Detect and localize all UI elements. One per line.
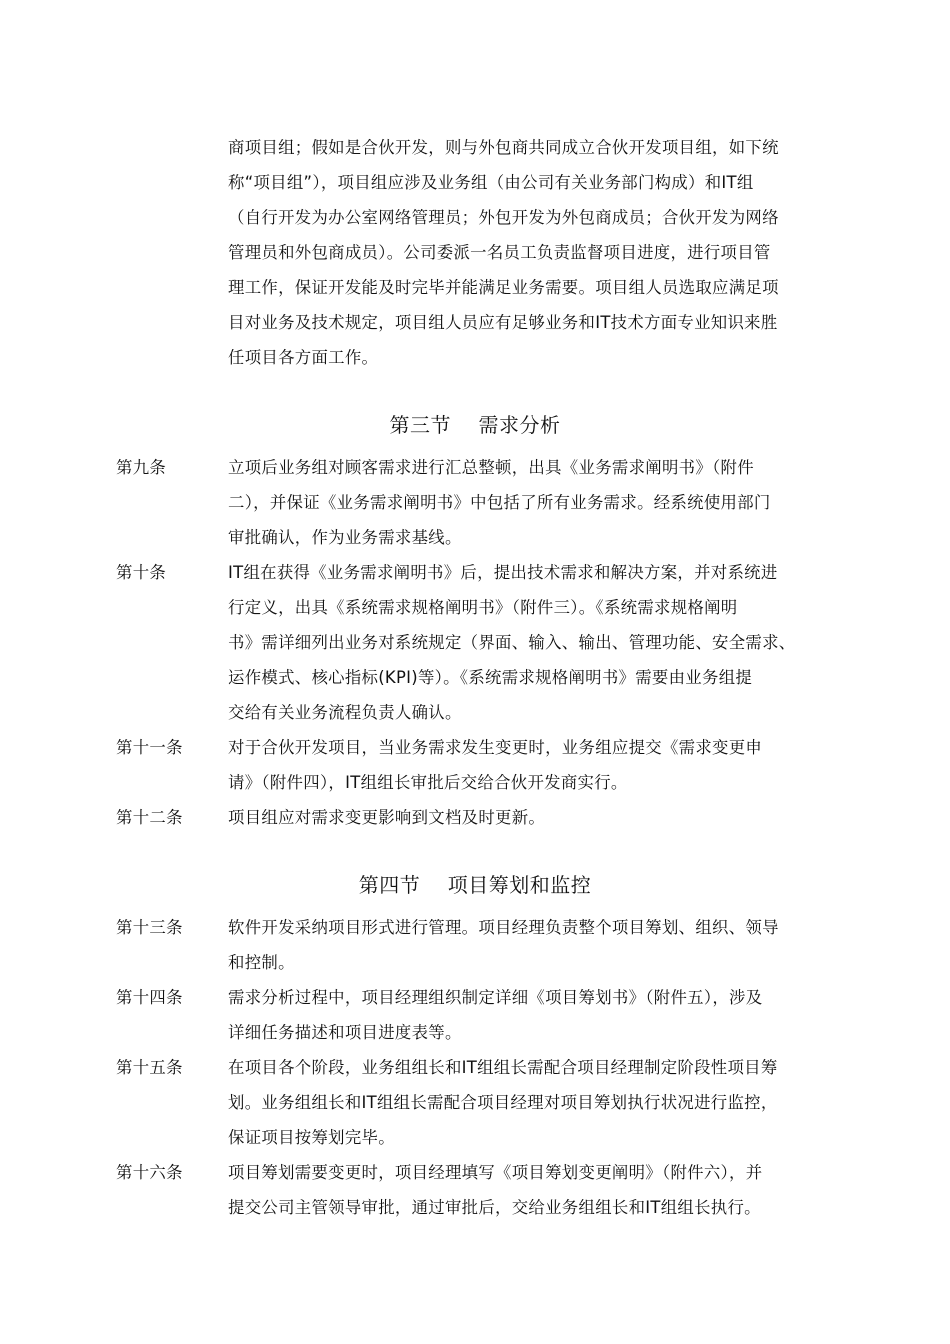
article-number: 第十五条	[116, 1058, 183, 1077]
text-line: 审批确认，作为业务需求基线。	[228, 528, 462, 547]
text-line: 交给有关业务流程负责人确认。	[228, 703, 462, 722]
article-body	[228, 980, 828, 1050]
text-line: 和控制。	[228, 953, 295, 972]
article-body	[228, 555, 828, 730]
section-heading: 第三节 需求分析	[389, 413, 561, 437]
article-number: 第十三条	[116, 918, 183, 937]
text-line: 理工作，保证开发能及时完毕并能满足业务需要。项目组人员选取应满足项	[228, 278, 779, 297]
article-number: 第十一条	[116, 738, 183, 757]
text-line: 对于合伙开发项目，当业务需求发生变更时，业务组应提交《需求变更申	[228, 738, 763, 757]
text-line: 任项目各方面工作。	[228, 348, 379, 367]
text-line: 在项目各个阶段，业务组组长和IT组组长需配合项目经理制定阶段性项目筹	[228, 1058, 778, 1077]
text-line: 目对业务及技术规定，项目组人员应有足够业务和IT技术方面专业知识来胜	[228, 313, 778, 332]
text-line: 项目筹划需要变更时，项目经理填写《项目筹划变更阐明》（附件六），并	[228, 1163, 763, 1182]
article-number: 第十条	[116, 563, 167, 582]
text-line: 书》需详细列出业务对系统规定（界面、输入、输出、管理功能、安全需求、	[228, 633, 796, 652]
text-line: IT组在获得《业务需求阐明书》后，提出技术需求和解决方案，并对系统进	[228, 563, 778, 582]
article-body	[228, 910, 828, 980]
text-line: 行定义，出具《系统需求规格阐明书》（附件三）。《系统需求规格阐明	[228, 598, 738, 617]
text-line: 软件开发采纳项目形式进行管理。项目经理负责整个项目筹划、组织、领导	[228, 918, 779, 937]
article-body	[228, 1050, 828, 1155]
text-line: 划。业务组组长和IT组组长需配合项目经理对项目筹划执行状况进行监控，	[228, 1093, 778, 1112]
article-number: 第九条	[116, 458, 167, 477]
text-line: 立项后业务组对顾客需求进行汇总整顿，出具《业务需求阐明书》（附件	[228, 458, 754, 477]
text-line: 商项目组；假如是合伙开发，则与外包商共同成立合伙开发项目组，如下统	[228, 138, 779, 157]
text-line: 保证项目按筹划完毕。	[228, 1128, 395, 1147]
text-line: 称“项目组”），项目组应涉及业务组（由公司有关业务部门构成）和IT组	[228, 173, 754, 192]
article-number: 第十六条	[116, 1163, 183, 1182]
article-body	[228, 450, 828, 555]
text-line: 管理员和外包商成员）。公司委派一名员工负责监督项目进度，进行项目管	[228, 243, 771, 262]
article-body	[228, 730, 828, 800]
text-line: 需求分析过程中，项目经理组织制定详细《项目筹划书》（附件五），涉及	[228, 988, 763, 1007]
text-line: （自行开发为办公室网络管理员；外包开发为外包商成员；合伙开发为网络	[228, 208, 779, 227]
text-line: 请》（附件四），IT组组长审批后交给合伙开发商实行。	[228, 773, 628, 792]
text-line: 详细任务描述和项目进度表等。	[228, 1023, 462, 1042]
text-line: 二），并保证《业务需求阐明书》中包括了所有业务需求。经系统使用部门	[228, 493, 771, 512]
text-line: 项目组应对需求变更影响到文档及时更新。	[228, 808, 546, 827]
text-line: 提交公司主管领导审批，通过审批后，交给业务组组长和IT组组长执行。	[228, 1198, 761, 1217]
section-heading: 第四节 项目筹划和监控	[358, 873, 592, 897]
article-number: 第十四条	[116, 988, 183, 1007]
article-number: 第十二条	[116, 808, 183, 827]
article-body	[228, 1155, 828, 1225]
intro-paragraph	[228, 130, 828, 375]
article-body	[228, 800, 828, 835]
text-line: 运作模式、核心指标(KPI)等）。《系统需求规格阐明书》需要由业务组提	[228, 668, 753, 687]
